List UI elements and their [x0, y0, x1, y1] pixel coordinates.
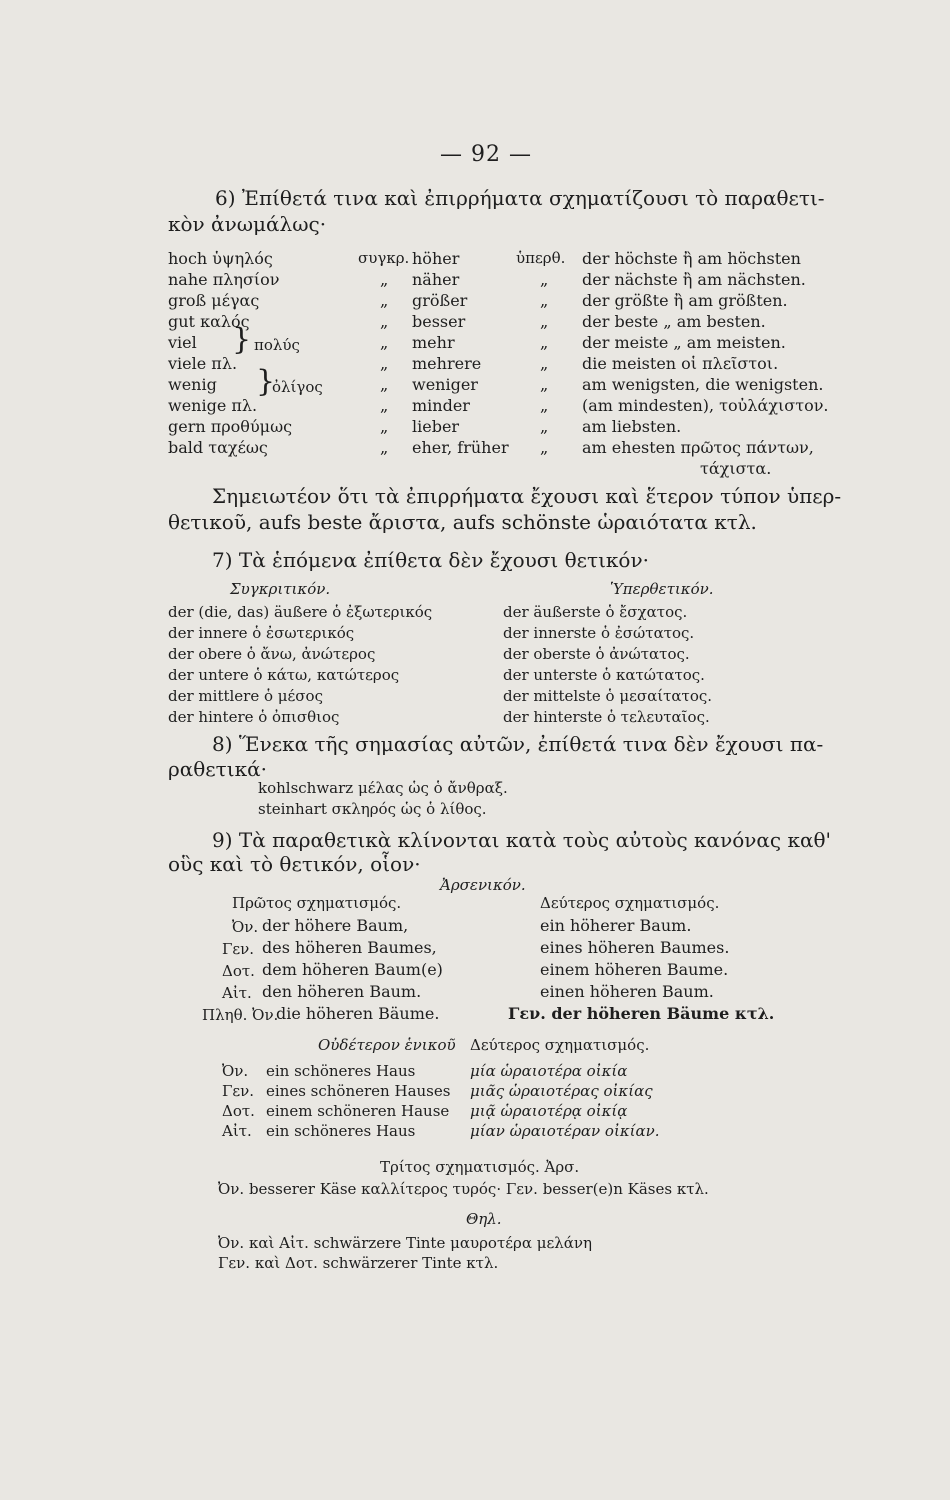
brace-symbol: } [256, 364, 276, 399]
first-form: der höhere Baum, [262, 916, 409, 935]
section8-example1: kohlschwarz μέλας ὡς ὁ ἄνθραξ. [258, 779, 508, 797]
section9-heading-line1: 9) Τὰ παραθετικὰ κλίνονται κατὰ τοὺς αὐτοὺς κανόνας καθ' [212, 828, 832, 852]
pos-form: bald ταχέως [168, 438, 268, 457]
ditto-mark: „ [380, 312, 389, 331]
brace-label: ὀλίγος [272, 378, 323, 396]
sup-form: am ehesten πρῶτος πάντων, [582, 438, 814, 457]
komp-entry: der innere ὁ ἐσωτερικός [168, 624, 355, 642]
sup-form: am wenigsten, die wenigsten. [582, 375, 824, 394]
masculine-title: Ἀρσενικόν. [440, 876, 526, 894]
komp-form: höher [412, 249, 460, 268]
neuter-de-form: einem schöneren Hause [266, 1102, 450, 1120]
komp-entry: der obere ὁ ἄνω, ἀνώτερος [168, 645, 376, 663]
sup-entry: der äußerste ὁ ἔσχατος. [503, 603, 688, 621]
ditto-mark: „ [380, 333, 389, 352]
ditto-mark: „ [540, 333, 549, 352]
case-label: Ὀν. [232, 918, 259, 936]
komp-form: eher, früher [412, 438, 509, 457]
sup-form: der nächste ἢ am nächsten. [582, 270, 806, 289]
sup-form: am liebsten. [582, 417, 682, 436]
neuter-gr-form: μία ὡραιοτέρα οἰκία [470, 1062, 628, 1080]
sup-entry: der hinterste ὁ τελευταῖος. [503, 708, 710, 726]
sup-form: die meisten οἱ πλεῖστοι. [582, 354, 779, 373]
ditto-mark: „ [380, 270, 389, 289]
pos-form: groß μέγας [168, 291, 260, 310]
first-declension-title: Πρῶτος σχηματισμός. [232, 894, 402, 912]
komp-form: näher [412, 270, 460, 289]
pos-form: viele πλ. [168, 354, 238, 373]
ditto-mark: „ [540, 354, 549, 373]
case-label: Αἰτ. [222, 984, 252, 1002]
neuter-de-form: ein schöneres Haus [266, 1062, 416, 1080]
ditto-mark: „ [380, 354, 389, 373]
plural-first-form: die höheren Bäume. [276, 1004, 440, 1023]
case-label: Γεν. [222, 1082, 255, 1100]
section6-note-line1: Σημειωτέον ὅτι τὰ ἐπιρρήματα ἔχουσι καὶ ἕτερον τύπον ὑπερ- [212, 484, 842, 508]
section8-example2: steinhart σκληρός ὡς ὁ λίθος. [258, 800, 487, 818]
second-form: einem höheren Baume. [540, 960, 729, 979]
pos-form: wenige πλ. [168, 396, 258, 415]
ditto-mark: „ [540, 312, 549, 331]
first-form: des höheren Baumes, [262, 938, 437, 957]
section6-komp-label: συγκρ. [358, 249, 410, 267]
neuter-gr-form: μιᾶς ὡραιοτέρας οἰκίας [470, 1082, 653, 1100]
case-label: Ὀν. [222, 1062, 249, 1080]
sup-form: (am mindesten), τοὐλάχιστον. [582, 396, 829, 415]
neuter-gr-form: μίαν ὡραιοτέραν οἰκίαν. [470, 1122, 660, 1140]
komp-form: größer [412, 291, 468, 310]
sup-entry: der unterste ὁ κατώτατος. [503, 666, 705, 684]
ditto-mark: „ [380, 396, 389, 415]
komp-form: weniger [412, 375, 478, 394]
neuter-de-form: ein schöneres Haus [266, 1122, 416, 1140]
komp-form: minder [412, 396, 470, 415]
second-declension-title: Δεύτερος σχηματισμός. [540, 894, 720, 912]
komp-form: mehrere [412, 354, 482, 373]
komp-entry: der (die, das) äußere ὁ ἐξωτερικός [168, 603, 433, 621]
sup-form: der größte ἢ am größten. [582, 291, 788, 310]
second-form: ein höherer Baum. [540, 916, 692, 935]
ditto-mark: „ [540, 417, 549, 436]
neuter-title: Οὐδέτερον ἑνικοῦ [318, 1036, 456, 1054]
section7-sup-title: Ὑπερθετικόν. [610, 580, 714, 598]
case-label: Δοτ. [222, 962, 255, 980]
pos-form: viel [168, 333, 197, 352]
brace-symbol: } [232, 322, 252, 357]
ditto-mark: „ [380, 375, 389, 394]
komp-form: mehr [412, 333, 455, 352]
section6-heading-line2: κὸν ἀνωμάλως· [168, 212, 327, 236]
case-label: Δοτ. [222, 1102, 255, 1120]
komp-entry: der mittlere ὁ μέσος [168, 687, 323, 705]
feminine-line2: Γεν. καὶ Δοτ. schwärzerer Tinte κτλ. [218, 1254, 499, 1272]
section7-komp-title: Συγκριτικόν. [230, 580, 331, 598]
ditto-mark: „ [540, 438, 549, 457]
neuter-gr-form: μιᾷ ὡραιοτέρᾳ οἰκίᾳ [470, 1102, 628, 1120]
first-form: dem höheren Baum(e) [262, 960, 443, 979]
second-form: eines höheren Baumes. [540, 938, 730, 957]
sup-form: der beste „ am besten. [582, 312, 766, 331]
ditto-mark: „ [540, 396, 549, 415]
neuter-second-declension-title: Δεύτερος σχηματισμός. [470, 1036, 650, 1054]
plural-second-form: Γεν. der höheren Bäume κτλ. [508, 1004, 775, 1023]
komp-form: lieber [412, 417, 460, 436]
third-declension-title: Τρίτος σχηματισμός. Ἀρσ. [380, 1158, 580, 1176]
ditto-mark: „ [380, 291, 389, 310]
section8-heading-line1: 8) Ἕνεκα τῆς σημασίας αὐτῶν, ἐπίθετά τινα δὲν ἔχουσι πα- [212, 732, 824, 756]
komp-form: besser [412, 312, 466, 331]
first-form: den höheren Baum. [262, 982, 422, 1001]
page-number: — 92 — [440, 142, 532, 167]
section7-heading: 7) Τὰ ἑπόμενα ἐπίθετα δὲν ἔχουσι θετικόν· [212, 548, 649, 572]
sup-entry: der innerste ὁ ἐσώτατος. [503, 624, 695, 642]
section8-heading-line2: ραθετικά· [168, 757, 267, 781]
neuter-de-form: eines schöneren Hauses [266, 1082, 451, 1100]
section6-heading-line1: 6) Ἐπίθετά τινα καὶ ἐπιρρήματα σχηματίζουσι τὸ παραθετι- [215, 186, 825, 210]
sup-entry: der mittelste ὁ μεσαίτατος. [503, 687, 713, 705]
plural-case-label: Πληθ. Ὀν. [202, 1006, 279, 1024]
sup-form: der höchste ἢ am höchsten [582, 249, 801, 268]
komp-entry: der untere ὁ κάτω, κατώτερος [168, 666, 400, 684]
second-form: einen höheren Baum. [540, 982, 714, 1001]
brace-label: πολύς [254, 336, 300, 354]
pos-form: wenig [168, 375, 217, 394]
sup-entry: der oberste ὁ ἀνώτατος. [503, 645, 690, 663]
ditto-mark: „ [540, 375, 549, 394]
ditto-mark: „ [380, 438, 389, 457]
ditto-mark: „ [540, 291, 549, 310]
sup-form: der meiste „ am meisten. [582, 333, 786, 352]
feminine-line1: Ὀν. καὶ Αἰτ. schwärzere Tinte μαυροτέρα μελάνη [218, 1234, 592, 1252]
pos-form: gern προθύμως [168, 417, 293, 436]
third-declension-line: Ὀν. besserer Käse καλλίτερος τυρός· Γεν. besser(e)n Käses κτλ. [218, 1180, 709, 1198]
section6-sup-label: ὑπερθ. [516, 249, 566, 267]
ditto-mark: „ [380, 417, 389, 436]
case-label: Αἰτ. [222, 1122, 252, 1140]
pos-form: nahe πλησίον [168, 270, 280, 289]
sup-continuation: τάχιστα. [700, 459, 772, 478]
section6-note-line2: θετικοῦ, aufs beste ἄριστα, aufs schönste ὡραιότατα κτλ. [168, 510, 757, 534]
pos-form: hoch ὑψηλός [168, 249, 273, 268]
ditto-mark: „ [540, 270, 549, 289]
section9-heading-line2: οὓς καὶ τὸ θετικόν, οἷον· [168, 852, 421, 876]
feminine-title: Θηλ. [466, 1210, 502, 1228]
komp-entry: der hintere ὁ ὀπισθιος [168, 708, 340, 726]
case-label: Γεν. [222, 940, 255, 958]
pos-form: gut καλός [168, 312, 250, 331]
